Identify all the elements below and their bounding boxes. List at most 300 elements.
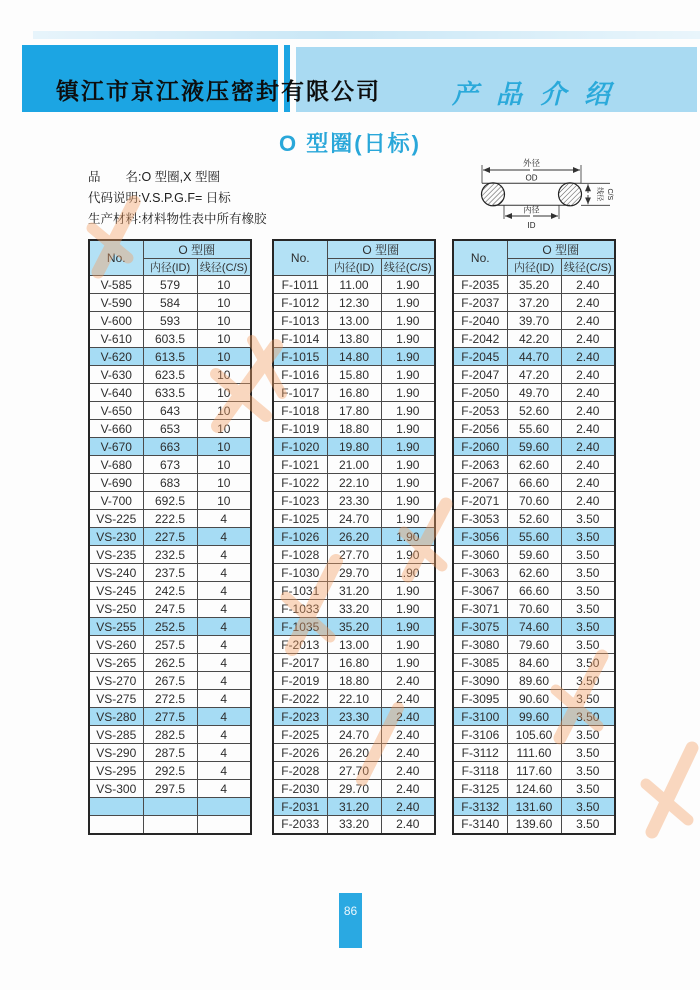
col-header-id: 内径(ID) [507, 259, 561, 276]
table-row [273, 348, 435, 366]
table-row [89, 690, 251, 708]
cell-no: F-3095 [453, 690, 507, 708]
cell-cs: 3.50 [561, 744, 615, 762]
table-row [89, 474, 251, 492]
table-row [273, 726, 435, 744]
cell-no: V-670 [89, 438, 143, 456]
cell-id: 11.00 [327, 276, 381, 294]
diagram-inner-abbr: ID [527, 221, 536, 230]
cell-cs [197, 798, 251, 816]
table-row [89, 582, 251, 600]
table-row [273, 402, 435, 420]
table-row [273, 456, 435, 474]
table-row [89, 726, 251, 744]
diagram-outer-abbr: OD [525, 173, 538, 183]
cell-cs: 10 [197, 420, 251, 438]
cell-id: 35.20 [507, 276, 561, 294]
table-row [89, 780, 251, 798]
cell-cs: 3.50 [561, 672, 615, 690]
cell-no: F-2030 [273, 780, 327, 798]
cell-no: VS-260 [89, 636, 143, 654]
cell-no: F-2063 [453, 456, 507, 474]
cell-id: 42.20 [507, 330, 561, 348]
cell-cs: 1.90 [381, 402, 435, 420]
cell-no: F-2033 [273, 816, 327, 834]
cell-cs: 1.90 [381, 636, 435, 654]
cell-id: 262.5 [143, 654, 197, 672]
cell-cs: 4 [197, 726, 251, 744]
cell-no: V-610 [89, 330, 143, 348]
cell-id: 12.30 [327, 294, 381, 312]
cell-no: F-3085 [453, 654, 507, 672]
cell-cs: 10 [197, 456, 251, 474]
table-row [273, 744, 435, 762]
table-row [453, 492, 615, 510]
table-row [89, 618, 251, 636]
cell-no: F-3100 [453, 708, 507, 726]
cell-id: 297.5 [143, 780, 197, 798]
cell-cs: 4 [197, 564, 251, 582]
cell-id: 117.60 [507, 762, 561, 780]
cell-no: F-3067 [453, 582, 507, 600]
cell-no: F-2042 [453, 330, 507, 348]
cell-no: F-3140 [453, 816, 507, 834]
cell-no: F-1031 [273, 582, 327, 600]
cell-no: F-1015 [273, 348, 327, 366]
oring-dimension-diagram [458, 155, 658, 233]
cell-cs: 1.90 [381, 420, 435, 438]
cell-id: 84.60 [507, 654, 561, 672]
cell-no: F-1019 [273, 420, 327, 438]
cell-cs: 4 [197, 510, 251, 528]
cell-no: F-2028 [273, 762, 327, 780]
cell-cs: 1.90 [381, 294, 435, 312]
cell-id: 272.5 [143, 690, 197, 708]
table-row [273, 312, 435, 330]
cell-no: F-2031 [273, 798, 327, 816]
cell-id: 70.60 [507, 492, 561, 510]
cell-id: 29.70 [327, 564, 381, 582]
cell-cs: 2.40 [561, 312, 615, 330]
table-row [453, 672, 615, 690]
cell-cs: 2.40 [561, 438, 615, 456]
cell-cs [197, 816, 251, 834]
cell-cs: 1.90 [381, 384, 435, 402]
info-line-material: 生产材料:材料物性表中所有橡胶 [88, 212, 267, 226]
cell-cs: 1.90 [381, 618, 435, 636]
cell-id: 29.70 [327, 780, 381, 798]
cell-no: F-1017 [273, 384, 327, 402]
cell-no: F-3080 [453, 636, 507, 654]
table-row [453, 294, 615, 312]
table-row [89, 798, 251, 816]
table-row [89, 348, 251, 366]
cell-no: F-1011 [273, 276, 327, 294]
cell-id: 39.70 [507, 312, 561, 330]
table-row [453, 564, 615, 582]
table-row [453, 690, 615, 708]
cell-no: V-590 [89, 294, 143, 312]
cell-no: F-3090 [453, 672, 507, 690]
col-header-cs: 线径(C/S) [197, 259, 251, 276]
cell-id: 603.5 [143, 330, 197, 348]
cell-no: F-2071 [453, 492, 507, 510]
cell-cs: 3.50 [561, 816, 615, 834]
table-row [273, 708, 435, 726]
cell-id: 79.60 [507, 636, 561, 654]
table-row [453, 708, 615, 726]
table-row [273, 798, 435, 816]
cell-no: F-2035 [453, 276, 507, 294]
cell-id: 257.5 [143, 636, 197, 654]
cell-no: F-3132 [453, 798, 507, 816]
cell-id: 47.20 [507, 366, 561, 384]
cell-no: F-1021 [273, 456, 327, 474]
table-row [89, 402, 251, 420]
top-accent-bar [33, 31, 700, 39]
cell-no: F-2053 [453, 402, 507, 420]
cell-cs: 1.90 [381, 582, 435, 600]
table-row [453, 528, 615, 546]
cell-cs: 3.50 [561, 654, 615, 672]
cell-id: 643 [143, 402, 197, 420]
cell-no: F-3060 [453, 546, 507, 564]
cell-cs: 2.40 [561, 492, 615, 510]
cell-no: F-3118 [453, 762, 507, 780]
cell-no: V-630 [89, 366, 143, 384]
cell-no: V-600 [89, 312, 143, 330]
cell-id: 27.70 [327, 762, 381, 780]
cell-id: 593 [143, 312, 197, 330]
cell-no: F-3071 [453, 600, 507, 618]
cell-id: 52.60 [507, 402, 561, 420]
cell-no [89, 816, 143, 834]
cell-id: 90.60 [507, 690, 561, 708]
table-row [89, 438, 251, 456]
table-row [453, 600, 615, 618]
cell-cs: 2.40 [561, 456, 615, 474]
table-row [89, 672, 251, 690]
cell-cs: 2.40 [561, 294, 615, 312]
cell-cs: 2.40 [381, 798, 435, 816]
cell-no: V-650 [89, 402, 143, 420]
table-row [273, 276, 435, 294]
company-name: 镇江市京江液压密封有限公司 [56, 78, 381, 105]
cell-cs: 4 [197, 780, 251, 798]
table-row [273, 492, 435, 510]
table-row [89, 762, 251, 780]
cell-id: 52.60 [507, 510, 561, 528]
cell-id: 62.60 [507, 564, 561, 582]
cell-id: 55.60 [507, 528, 561, 546]
cell-cs: 1.90 [381, 474, 435, 492]
size-table-f2000-3000-series [452, 239, 616, 835]
table-row [89, 600, 251, 618]
cell-cs: 10 [197, 294, 251, 312]
cell-cs: 4 [197, 654, 251, 672]
cell-cs: 1.90 [381, 528, 435, 546]
cell-cs: 2.40 [381, 708, 435, 726]
cell-cs: 1.90 [381, 456, 435, 474]
cell-no: VS-295 [89, 762, 143, 780]
table-row [89, 528, 251, 546]
table-row [89, 294, 251, 312]
cell-cs: 4 [197, 636, 251, 654]
cell-cs: 4 [197, 546, 251, 564]
cell-id: 584 [143, 294, 197, 312]
cell-cs: 2.40 [381, 762, 435, 780]
cell-cs: 2.40 [561, 474, 615, 492]
cell-no: V-640 [89, 384, 143, 402]
size-table-f1000-series [272, 239, 436, 835]
cell-no: F-1014 [273, 330, 327, 348]
cell-cs: 2.40 [381, 816, 435, 834]
info-line-code-description: 代码说明:V.S.P.G.F= 日标 [88, 191, 231, 205]
cell-id: 124.60 [507, 780, 561, 798]
cell-cs: 1.90 [381, 438, 435, 456]
cell-cs: 4 [197, 528, 251, 546]
cell-no: V-690 [89, 474, 143, 492]
cell-cs: 1.90 [381, 348, 435, 366]
table-row [453, 780, 615, 798]
cell-id: 19.80 [327, 438, 381, 456]
cell-id: 35.20 [327, 618, 381, 636]
cell-no: VS-230 [89, 528, 143, 546]
cell-no [89, 798, 143, 816]
cell-id: 247.5 [143, 600, 197, 618]
cell-no: F-3053 [453, 510, 507, 528]
cell-id: 139.60 [507, 816, 561, 834]
table-row [273, 780, 435, 798]
cell-cs: 2.40 [381, 690, 435, 708]
table-row [89, 420, 251, 438]
cell-id: 692.5 [143, 492, 197, 510]
cell-cs: 1.90 [381, 366, 435, 384]
cell-cs: 10 [197, 384, 251, 402]
table-row [273, 582, 435, 600]
table-row [453, 402, 615, 420]
cell-no: F-1018 [273, 402, 327, 420]
cell-no: F-2017 [273, 654, 327, 672]
cell-cs: 3.50 [561, 726, 615, 744]
cell-no: VS-225 [89, 510, 143, 528]
cell-cs: 3.50 [561, 582, 615, 600]
cell-id: 653 [143, 420, 197, 438]
col-header-id: 内径(ID) [143, 259, 197, 276]
oring-section-right [559, 183, 582, 206]
cell-cs: 1.90 [381, 654, 435, 672]
cell-id: 44.70 [507, 348, 561, 366]
table-row [453, 276, 615, 294]
cell-no: F-2040 [453, 312, 507, 330]
col-header-no: No. [273, 240, 327, 276]
cell-id: 31.20 [327, 582, 381, 600]
cell-cs: 1.90 [381, 276, 435, 294]
cell-no: F-2056 [453, 420, 507, 438]
cell-id: 74.60 [507, 618, 561, 636]
table-row [273, 384, 435, 402]
cell-no: V-620 [89, 348, 143, 366]
product-info-block [88, 167, 266, 230]
cell-id: 55.60 [507, 420, 561, 438]
cell-cs: 4 [197, 600, 251, 618]
cell-id: 31.20 [327, 798, 381, 816]
table-row [273, 672, 435, 690]
cell-cs: 3.50 [561, 564, 615, 582]
cell-id: 673 [143, 456, 197, 474]
cell-no: F-3063 [453, 564, 507, 582]
table-row [89, 564, 251, 582]
cell-cs: 4 [197, 744, 251, 762]
cell-id: 23.30 [327, 492, 381, 510]
cell-no: VS-280 [89, 708, 143, 726]
cell-id: 66.60 [507, 582, 561, 600]
cell-no: F-1016 [273, 366, 327, 384]
cell-cs: 1.90 [381, 510, 435, 528]
cell-cs: 2.40 [561, 402, 615, 420]
cell-no: F-1028 [273, 546, 327, 564]
cell-id: 277.5 [143, 708, 197, 726]
cell-id: 267.5 [143, 672, 197, 690]
cell-id: 18.80 [327, 672, 381, 690]
cell-cs: 10 [197, 492, 251, 510]
cell-id: 27.70 [327, 546, 381, 564]
table-row [273, 510, 435, 528]
diagram-cs-abbr: C/S [606, 188, 613, 201]
cell-id: 89.60 [507, 672, 561, 690]
table-row [89, 492, 251, 510]
cell-no: F-2026 [273, 744, 327, 762]
cell-cs: 3.50 [561, 636, 615, 654]
cell-cs: 4 [197, 672, 251, 690]
table-row [453, 636, 615, 654]
table-row [273, 438, 435, 456]
cell-id: 13.00 [327, 636, 381, 654]
table-row [273, 474, 435, 492]
table-row [89, 636, 251, 654]
table-row [453, 330, 615, 348]
cell-no: F-1020 [273, 438, 327, 456]
cell-id: 62.60 [507, 456, 561, 474]
cell-no: F-2047 [453, 366, 507, 384]
cell-no: F-3056 [453, 528, 507, 546]
cell-cs: 10 [197, 474, 251, 492]
col-header-id: 内径(ID) [327, 259, 381, 276]
table-row [453, 762, 615, 780]
table-row [273, 762, 435, 780]
cell-no: F-2023 [273, 708, 327, 726]
cell-no: F-2022 [273, 690, 327, 708]
cell-no: VS-255 [89, 618, 143, 636]
table-row [453, 798, 615, 816]
cell-cs: 3.50 [561, 762, 615, 780]
table-row [89, 456, 251, 474]
watermark-stroke [640, 732, 700, 842]
cell-cs: 3.50 [561, 780, 615, 798]
cell-no: F-3112 [453, 744, 507, 762]
cell-id: 22.10 [327, 690, 381, 708]
cell-id: 21.00 [327, 456, 381, 474]
cell-cs: 3.50 [561, 708, 615, 726]
page-number-badge: 86 [339, 893, 362, 948]
cell-id: 14.80 [327, 348, 381, 366]
cell-id: 24.70 [327, 510, 381, 528]
cell-no: V-680 [89, 456, 143, 474]
cell-cs: 1.90 [381, 492, 435, 510]
cell-no: F-1035 [273, 618, 327, 636]
cell-id: 623.5 [143, 366, 197, 384]
table-row [89, 366, 251, 384]
cell-no: VS-285 [89, 726, 143, 744]
cell-cs: 10 [197, 276, 251, 294]
table-row [453, 546, 615, 564]
cell-id: 22.10 [327, 474, 381, 492]
cell-cs: 4 [197, 762, 251, 780]
table-row [453, 420, 615, 438]
cell-cs: 4 [197, 582, 251, 600]
table-row [453, 456, 615, 474]
cell-no: F-2060 [453, 438, 507, 456]
table-row [273, 366, 435, 384]
cell-id: 59.60 [507, 546, 561, 564]
col-header-group: O 型圈 [507, 240, 615, 259]
cell-no: F-1033 [273, 600, 327, 618]
cell-no: V-585 [89, 276, 143, 294]
info-line-product-name: 品 名:O 型圈,X 型圈 [88, 170, 220, 184]
cell-no: F-1030 [273, 564, 327, 582]
table-row [453, 312, 615, 330]
cell-cs: 2.40 [381, 726, 435, 744]
table-row [453, 816, 615, 834]
table-row [273, 546, 435, 564]
cell-id: 23.30 [327, 708, 381, 726]
section-title: 产品介绍 [452, 80, 629, 110]
cell-cs: 4 [197, 618, 251, 636]
col-header-cs: 线径(C/S) [381, 259, 435, 276]
cell-id: 37.20 [507, 294, 561, 312]
diagram-outer-label-cn: 外径 [522, 158, 541, 168]
col-header-group: O 型圈 [327, 240, 435, 259]
cell-id: 33.20 [327, 816, 381, 834]
cell-id: 16.80 [327, 384, 381, 402]
cell-cs: 2.40 [561, 420, 615, 438]
cell-no: F-3125 [453, 780, 507, 798]
cell-cs: 10 [197, 312, 251, 330]
cell-cs: 1.90 [381, 330, 435, 348]
cell-id: 105.60 [507, 726, 561, 744]
table-row [89, 276, 251, 294]
cell-id: 17.80 [327, 402, 381, 420]
cell-id: 287.5 [143, 744, 197, 762]
cell-cs: 3.50 [561, 690, 615, 708]
table-row [273, 636, 435, 654]
cell-id: 252.5 [143, 618, 197, 636]
table-row [273, 528, 435, 546]
cell-cs: 3.50 [561, 618, 615, 636]
cell-id: 292.5 [143, 762, 197, 780]
table-row [453, 582, 615, 600]
cell-cs: 2.40 [381, 672, 435, 690]
cell-cs: 2.40 [381, 780, 435, 798]
table-row [89, 546, 251, 564]
cell-no: VS-300 [89, 780, 143, 798]
cell-cs: 10 [197, 402, 251, 420]
cell-cs: 1.90 [381, 564, 435, 582]
cell-cs: 1.90 [381, 546, 435, 564]
cell-cs: 10 [197, 366, 251, 384]
diagram-cs-label-cn: 线径 [596, 187, 603, 202]
cell-id: 99.60 [507, 708, 561, 726]
